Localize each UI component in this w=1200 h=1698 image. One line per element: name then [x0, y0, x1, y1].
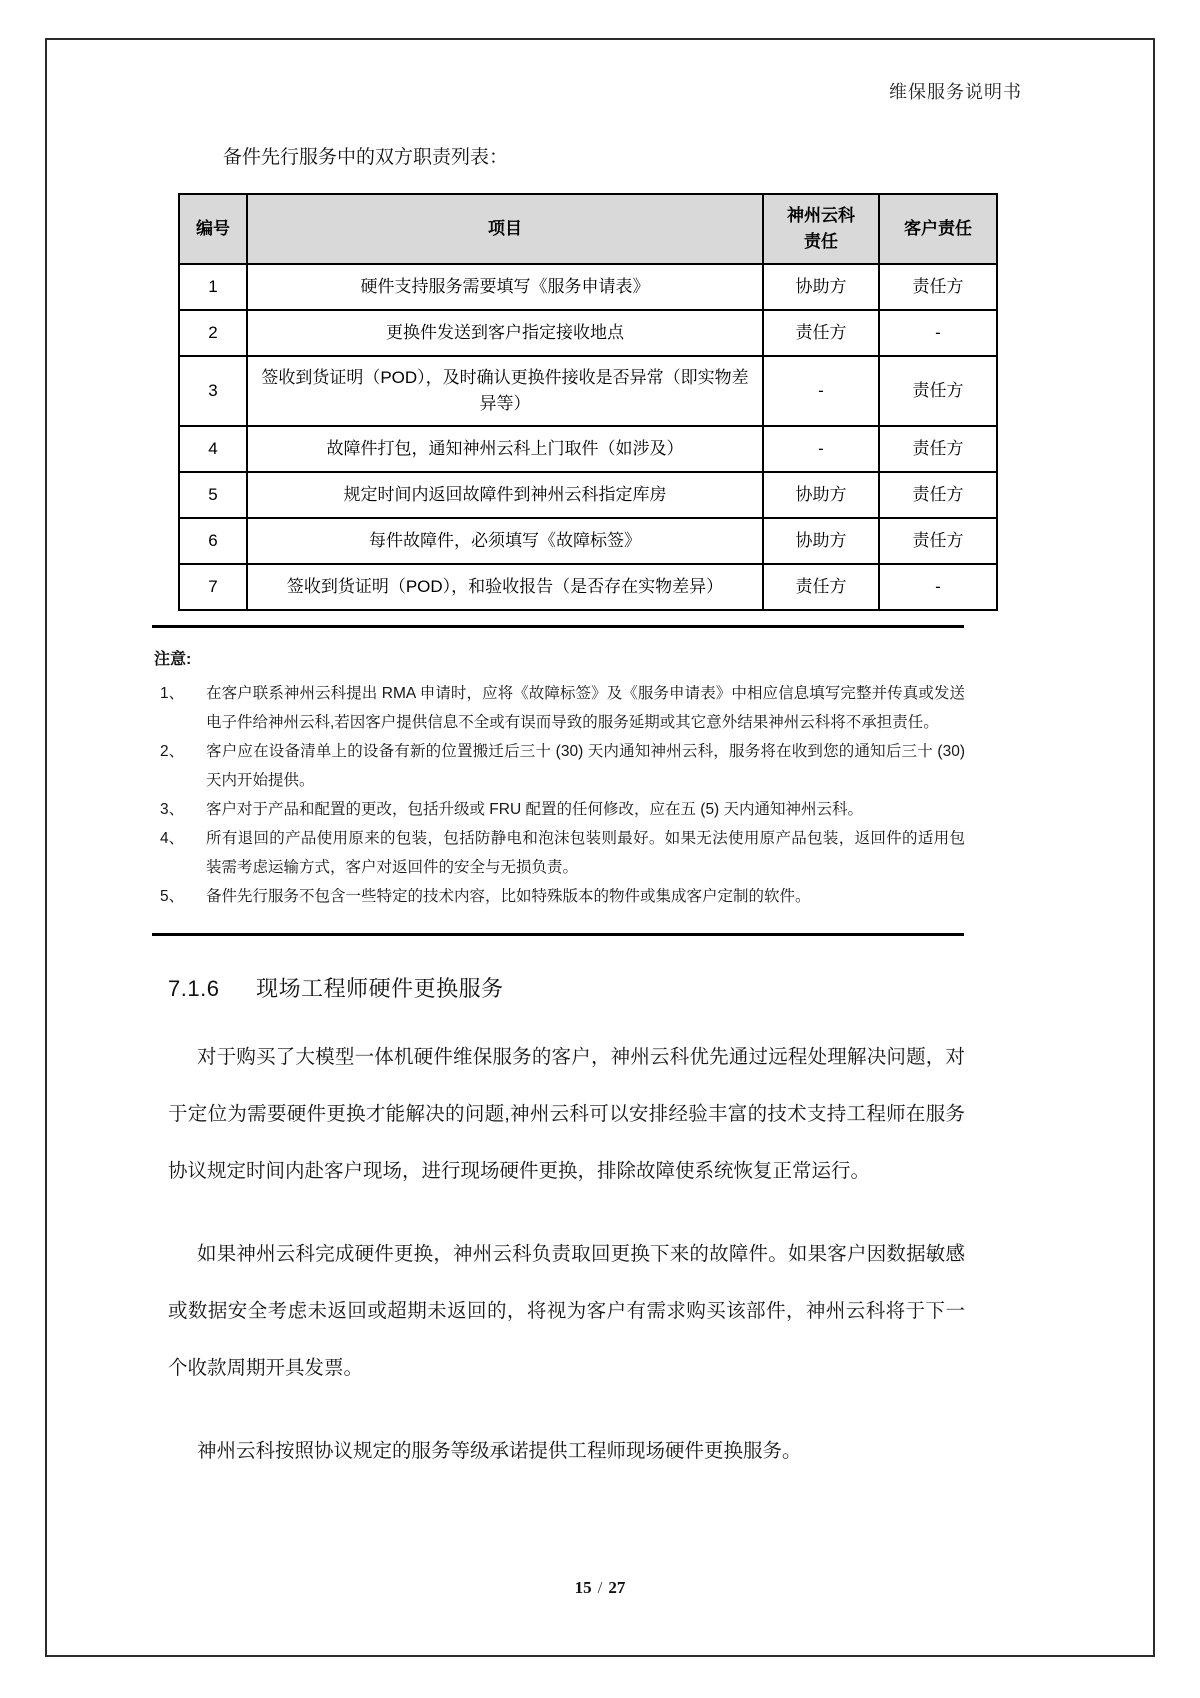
- section-number: 7.1.6: [168, 976, 220, 1001]
- note-number: 2、: [160, 743, 185, 760]
- page-total: 27: [608, 1578, 626, 1597]
- header-cell-item: 项目: [247, 194, 763, 264]
- table-cell-no: 3: [179, 356, 247, 426]
- note-item: [160, 882, 965, 911]
- responsibility-table: [178, 193, 998, 611]
- table-row: [179, 356, 997, 426]
- table-row: [179, 518, 997, 564]
- section-title: 现场工程师硬件更换服务: [256, 976, 504, 1001]
- table-cell-vendor: 责任方: [763, 310, 879, 356]
- page-content: [150, 142, 972, 1480]
- note-item: [160, 795, 965, 824]
- table-cell-no: 2: [179, 310, 247, 356]
- table-cell-customer: -: [879, 310, 997, 356]
- note-number: 3、: [160, 801, 185, 818]
- table-cell-customer: 责任方: [879, 356, 997, 426]
- divider-above-notes: [152, 625, 964, 628]
- table-row: [179, 426, 997, 472]
- note-number: 5、: [160, 888, 185, 905]
- header-cell-no: 编号: [179, 194, 247, 264]
- notes-list: [150, 679, 965, 911]
- table-cell-no: 1: [179, 264, 247, 310]
- table-row: [179, 310, 997, 356]
- paragraph-1: 对于购买了大模型一体机硬件维保服务的客户，神州云科优先通过远程处理解决问题，对于定位为需要硬件更换才能解决的问题,神州云科可以安排经验丰富的技术支持工程师在服务协议规定时间内赴客户现场，进行现场硬件更换，排除故障使系统恢复正常运行。: [168, 1046, 965, 1182]
- table-cell-item: 签收到货证明（POD），和验收报告（是否存在实物差异）: [247, 564, 763, 610]
- section-heading: [168, 972, 965, 1003]
- paragraph-3: 神州云科按照协议规定的服务等级承诺提供工程师现场硬件更换服务。: [197, 1440, 802, 1462]
- note-item: [160, 679, 965, 737]
- doc-title: 维保服务说明书: [889, 82, 1022, 102]
- note-number: 4、: [160, 830, 185, 847]
- note-text: 在客户联系神州云科提出 RMA 申请时，应将《故障标签》及《服务申请表》中相应信息填写完整并传真或发送电子件给神州云科,若因客户提供信息不全或有误而导致的服务延期或其它意外结果神州云科将不承担责任。: [206, 685, 965, 731]
- header-cell-vendor: 神州云科责任: [763, 194, 879, 264]
- table-cell-vendor: 协助方: [763, 518, 879, 564]
- table-cell-customer: 责任方: [879, 472, 997, 518]
- note-item: [160, 824, 965, 882]
- table-cell-vendor: 责任方: [763, 564, 879, 610]
- table-cell-customer: 责任方: [879, 518, 997, 564]
- table-cell-customer: 责任方: [879, 426, 997, 472]
- table-caption: 备件先行服务中的双方职责列表：: [223, 147, 509, 168]
- table-cell-item: 每件故障件，必须填写《故障标签》: [247, 518, 763, 564]
- table-cell-no: 5: [179, 472, 247, 518]
- table-cell-item: 硬件支持服务需要填写《服务申请表》: [247, 264, 763, 310]
- table-cell-item: 更换件发送到客户指定接收地点: [247, 310, 763, 356]
- table-cell-customer: -: [879, 564, 997, 610]
- table-cell-vendor: 协助方: [763, 264, 879, 310]
- page-separator: /: [597, 1578, 603, 1597]
- table-body: [179, 264, 997, 610]
- page-number: 15: [574, 1578, 592, 1597]
- table-cell-vendor: 协助方: [763, 472, 879, 518]
- note-item: [160, 737, 965, 795]
- table-cell-no: 7: [179, 564, 247, 610]
- note-text: 所有退回的产品使用原来的包装，包括防静电和泡沫包装则最好。如果无法使用原产品包装，返回件的适用包装需考虑运输方式，客户对返回件的安全与无损负责。: [206, 830, 965, 876]
- note-text: 备件先行服务不包含一些特定的技术内容，比如特殊版本的物件或集成客户定制的软件。: [206, 888, 811, 905]
- table-row: [179, 264, 997, 310]
- note-text: 客户应在设备清单上的设备有新的位置搬迁后三十 (30) 天内通知神州云科，服务将在收到您的通知后三十 (30) 天内开始提供。: [206, 743, 965, 789]
- divider-below-notes: [152, 933, 964, 936]
- header-cell-customer: 客户责任: [879, 194, 997, 264]
- table-cell-item: 规定时间内返回故障件到神州云科指定库房: [247, 472, 763, 518]
- page-footer: [0, 1578, 1200, 1598]
- table-header-row: [179, 194, 997, 264]
- table-row: [179, 472, 997, 518]
- paragraph-2: 如果神州云科完成硬件更换，神州云科负责取回更换下来的故障件。如果客户因数据敏感或数据安全考虑未返回或超期未返回的，将视为客户有需求购买该部件，神州云科将于下一个收款周期开具发票。: [168, 1243, 965, 1379]
- table-head: [179, 194, 997, 264]
- document-header: [889, 78, 1022, 104]
- table-cell-item: 签收到货证明（POD），及时确认更换件接收是否异常（即实物差异等）: [247, 356, 763, 426]
- table-cell-vendor: -: [763, 426, 879, 472]
- note-text: 客户对于产品和配置的更改，包括升级或 FRU 配置的任何修改，应在五 (5) 天内通知神州云科。: [206, 801, 864, 818]
- table-cell-customer: 责任方: [879, 264, 997, 310]
- note-number: 1、: [160, 685, 185, 702]
- table-row: [179, 564, 997, 610]
- table-cell-vendor: -: [763, 356, 879, 426]
- table-cell-no: 4: [179, 426, 247, 472]
- table-cell-item: 故障件打包，通知神州云科上门取件（如涉及）: [247, 426, 763, 472]
- table-cell-no: 6: [179, 518, 247, 564]
- notes-label: 注意:: [154, 651, 192, 668]
